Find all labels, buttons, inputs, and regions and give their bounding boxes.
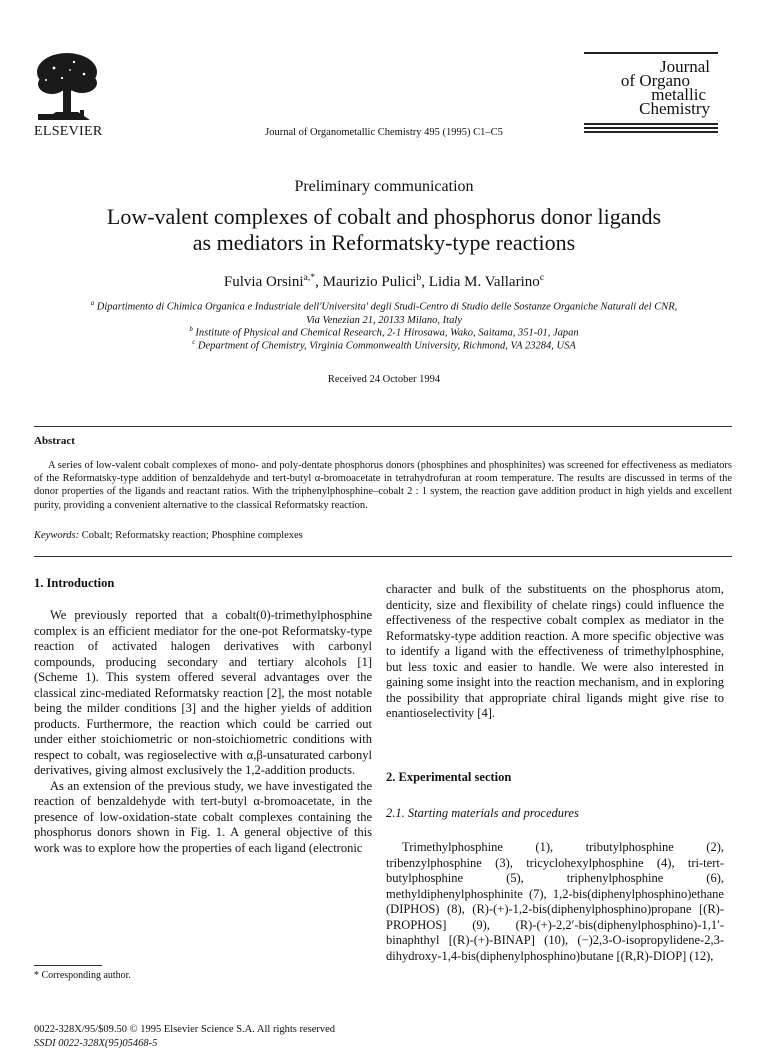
- intro-paragraph-3: character and bulk of the substituents on the phosphorus atom, denticity, size and flexibility of chelate rings) could influence the effectiveness of the respective cobalt complex as mediator in the Reformatsky-type addition reaction. A more specific objective was to identify a ligand with the effectiveness of trimethylphosphine, but less toxic and easier to handle. We were also interested in gaining some insight into the reaction mechanism, and in exploring the possibility that appropriate chiral ligands might give rise to enantioselectivity [4].: [386, 582, 724, 720]
- intro-paragraph-1: We previously reported that a cobalt(0)-trimethylphosphine complex is an efficient mediator for the one-pot Reformatsky-type reaction of activated halogen derivatives with carbonyl compounds, producing secondary and tertiary alcohols [1] (Scheme 1). This system offered several advantages over the classical zinc-mediated Reformatsky reaction [2], the most notable being the milder conditions [3] and the higher yields of addition products. Furthermore, the reaction which could be carried out under either stoichiometric or non-stoichiometric conditions with respect to cobalt, was regioselective with α,β-unsaturated carbonyl derivatives, giving almost exclusively the 1,2-addition products.: [34, 608, 372, 777]
- footnote-rule: [34, 965, 102, 966]
- journal-brand-line-3: metallic: [651, 85, 706, 104]
- affiliation-mark: a: [90, 300, 95, 307]
- article-title: [60, 204, 708, 256]
- keywords-label: Keywords:: [34, 530, 80, 541]
- journal-brand-rule-3: [584, 131, 718, 133]
- journal-brand-rule-2: [584, 127, 718, 129]
- article-title-line-2: as mediators in Reformatsky-type reactions: [192, 230, 576, 255]
- journal-brand-line-4: Chemistry: [639, 99, 710, 118]
- elsevier-tree-logo: [34, 50, 100, 124]
- author-name: Maurizio Pulici: [322, 274, 417, 290]
- abstract-text: A series of low-valent cobalt complexes of mono- and poly-dentate phosphorus donors (phosphines and phosphinites) was screened for effectiveness as mediators of the Reformatsky-type addition of benzaldehyde and tert-butyl α-bromoacetate in tetrahydrofuran at room temperature. The results are discussed in terms of the donor properties of the ligands and reactant ratios. With the triphenylphosphine–cobalt 2 : 1 system, the reaction gave addition product in high yields and excellent purity, providing a convenient alternative to the classical Reformatsky reaction.: [34, 460, 732, 511]
- journal-brand-top-rule: [584, 52, 718, 54]
- intro-paragraph-2: As an extension of the previous study, we have investigated the reaction of benzaldehyde with tert-butyl α-bromoacetate, in the presence of low-oxidation-state cobalt complexes containing the phosphorus donors shown in Fig. 1. A general objective of this work was to explore how the properties of each ligand (electronic: [34, 778, 372, 855]
- abstract-heading: Abstract: [34, 435, 75, 447]
- journal-brand-line-2: of Organo: [620, 71, 690, 90]
- journal-brand-line-1: Journal: [659, 57, 710, 76]
- article-title-line-1: Low-valent complexes of cobalt and phosphorus donor ligands: [106, 204, 662, 229]
- section-1-heading: 1. Introduction: [34, 576, 115, 590]
- author-mark: b: [416, 272, 422, 283]
- abstract-bottom-rule: [34, 556, 732, 557]
- affiliation-text: Institute of Physical and Chemical Research, 2-1 Hirosawa, Wako, Saitama, 351-01, Japan: [195, 327, 579, 339]
- abstract-top-rule: [34, 426, 732, 427]
- section-2-1-heading: 2.1. Starting materials and procedures: [386, 806, 579, 820]
- author-mark: a,*: [303, 272, 316, 283]
- keywords: [34, 530, 303, 541]
- author-mark: c: [539, 272, 545, 283]
- journal-brand: [586, 57, 710, 118]
- column-right: [386, 582, 724, 722]
- materials-paragraph: Trimethylphosphine (1), tributylphosphine (2), tribenzylphosphine (3), tricyclohexylphosphine (4), tri-tert-butylphosphine (5), triphenylphosphine (6), methyldiphenylphosphinite (7), 1,2-bis(diphenylphosphino)ethane (DIPHOS) (8), (R)-(+)-1,2-bis(diphenylphosphino)propane [(R)-PROPHOS] (9), (R)-(+)-2,2′-bis(diphenylphosphino)-1,1′-binaphthyl [(R)-(+)-BINAP] (10), (−)2,3-O-isopropylidene-2,3-dihydroxy-1,4-bis(diphenylphosphino)butane [(R,R)-DIOP] (12),: [386, 840, 724, 963]
- received-date: Received 24 October 1994: [327, 374, 441, 385]
- issn-line: 0022-328X/95/$09.50 © 1995 Elsevier Science S.A. All rights reserved: [34, 1024, 336, 1035]
- journal-brand-rule-1: [584, 123, 718, 125]
- column-left: [34, 608, 372, 856]
- affiliation-text: Dipartimento di Chimica Organica e Industriale dell'Universita' degli Studi-Centro di Studio delle Sostanze Organiche Naturali del CNR,: [96, 301, 678, 313]
- affiliation-mark: c: [192, 339, 196, 346]
- keywords-list: Cobalt; Reformatsky reaction; Phosphine complexes: [81, 530, 303, 541]
- author-name: Fulvia Orsini: [223, 274, 304, 290]
- corresponding-author-note: * Corresponding author.: [34, 970, 131, 981]
- journal-citation: Journal of Organometallic Chemistry 495 (1995) C1–C5: [265, 127, 503, 138]
- publisher-name: ELSEVIER: [34, 124, 103, 139]
- affiliation-text: Department of Chemistry, Virginia Commonwealth University, Richmond, VA 23284, USA: [197, 340, 576, 352]
- affiliation-c: [30, 336, 738, 353]
- materials-paragraph-wrap: [386, 840, 724, 964]
- author-name: Lidia M. Vallarino: [428, 274, 540, 290]
- affiliation-mark: b: [189, 326, 193, 333]
- ssdi-line: SSDI 0022-328X(95)05468-5: [34, 1038, 158, 1049]
- section-2-heading: 2. Experimental section: [386, 770, 512, 784]
- affiliation-text-2: Via Venezian 21, 20133 Milano, Italy: [306, 314, 462, 326]
- author-list: Fulvia Orsini$^{a,*}$, Maurizio Pulici$^b$, Lidia M. Vallarino$^c$: [223, 272, 545, 290]
- article-type: Preliminary communication: [294, 178, 474, 195]
